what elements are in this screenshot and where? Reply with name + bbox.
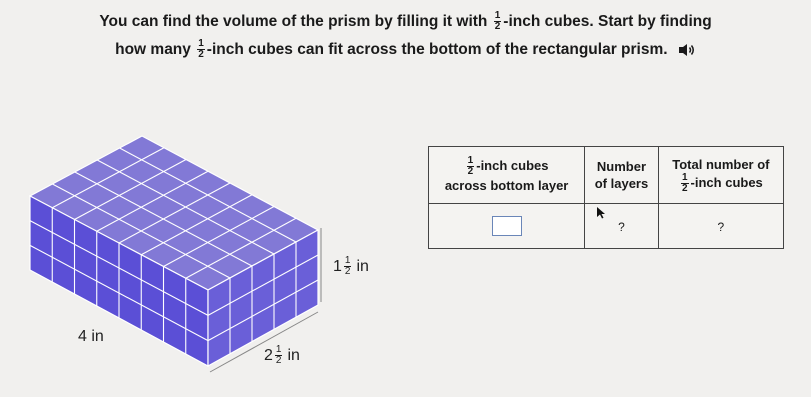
instruction-line-2: how many $\frac{1}{2}$ -inch cubes can fit across the bottom of the rectangular prism. xyxy=(0,36,811,64)
cubes-bottom-cell xyxy=(429,204,585,249)
answer-input[interactable] xyxy=(492,216,522,236)
length-label: 4 in xyxy=(78,328,104,345)
header-cubes-bottom: $\frac{1}{2}$ -inch cubes across bottom layer xyxy=(429,147,585,204)
fraction-half: $\frac{1}{2}$ xyxy=(198,38,204,61)
fraction-half: $\frac{1}{2}$ xyxy=(494,10,501,33)
speaker-icon[interactable] xyxy=(678,43,696,57)
layers-cell: ? xyxy=(585,204,659,249)
instruction-line-1: You can find the volume of the prism by filling it with $\frac{1}{2}$ -inch cubes. Start by finding xyxy=(99,10,712,33)
mouse-cursor-icon xyxy=(597,207,607,219)
header-total-cubes: Total number of $\frac{1}{2}$ -inch cubes xyxy=(658,147,783,204)
total-cell: ? xyxy=(658,204,783,249)
height-label: 1 $\frac{1}{2}$ in xyxy=(333,255,369,277)
header-number-of-layers: Number of layers xyxy=(585,147,659,204)
width-label: 2 $\frac{1}{2}$ in xyxy=(264,344,300,366)
volume-table xyxy=(428,146,784,249)
